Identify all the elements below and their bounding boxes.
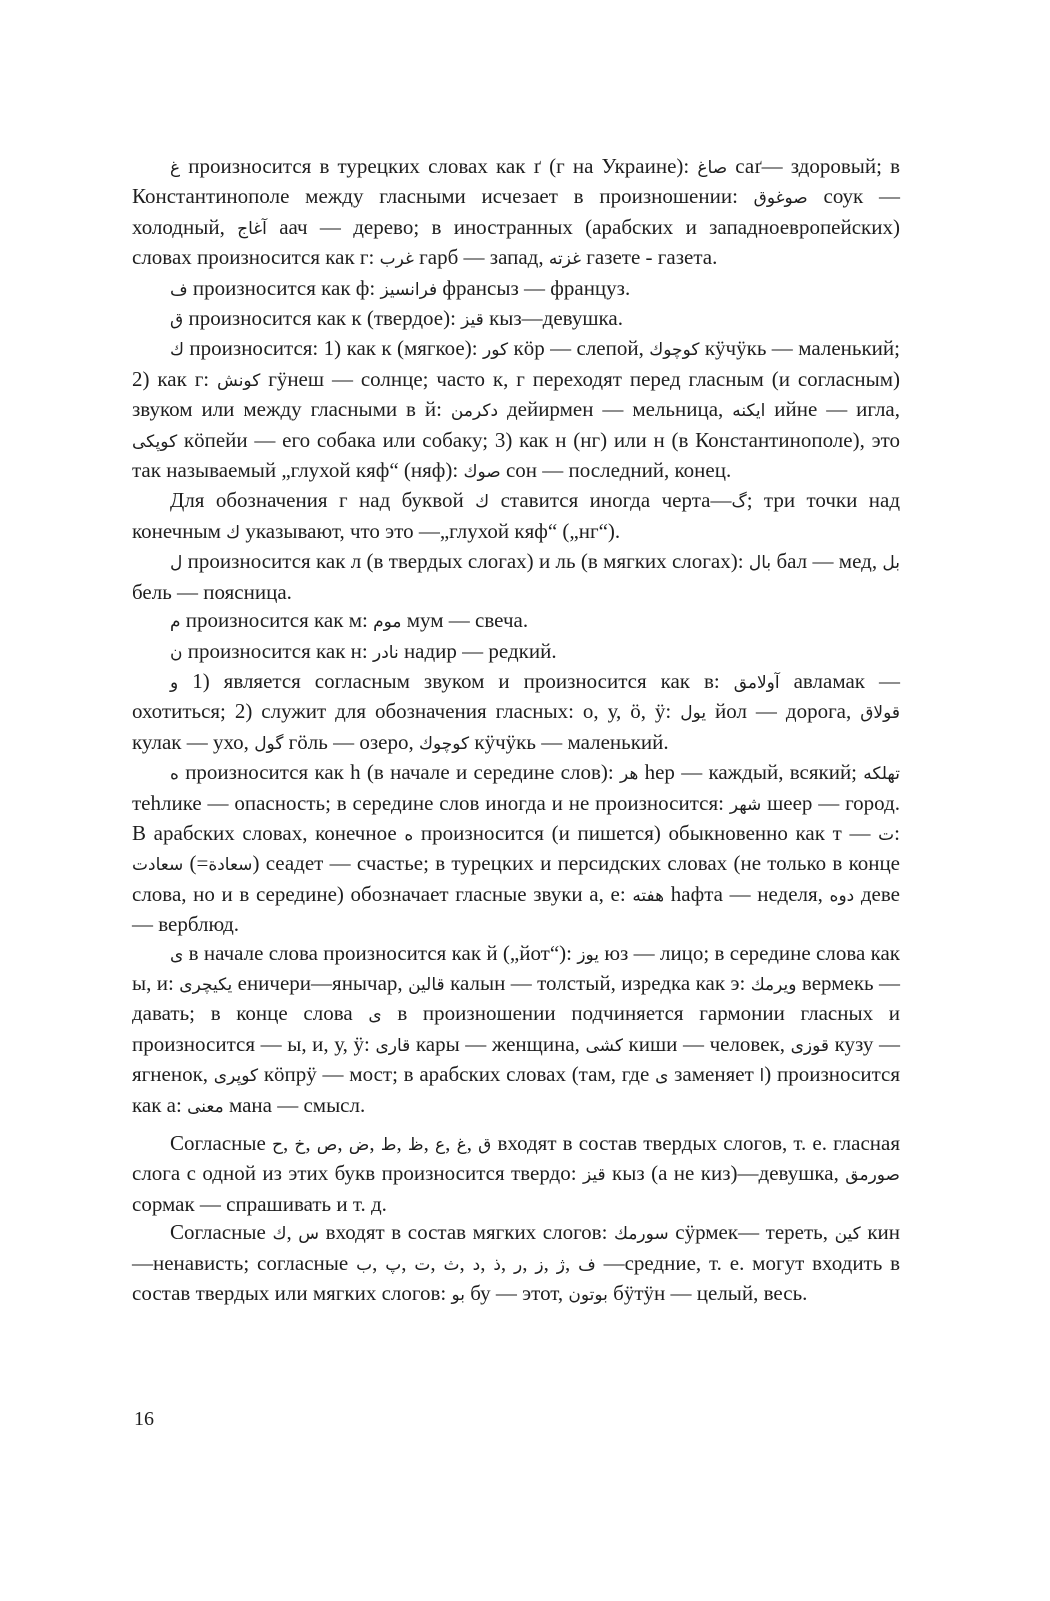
arabic-word: ق (478, 1135, 492, 1155)
paragraph: ى в начале слова произносится как й („йот“): يوز юз — лицо; в середине слова как ы, и: يكيچرى еничери—янычар, قالين калын — толстый, изредка как э: ويرمك вермекь — давать; в конце слова ى в произношении подчиняется гармонии гласных и произносится — ы, и, у, ӱ: قارى кары — женщина, كشى киши — человек, قوزى кузу — ягненок, كوپرى кӧпрӱ — мост; в арабских словах (там, где ى заменяет ا) произносится как а: معنى мана — смысл. (132, 940, 901, 1117)
paragraph: ل произносится как л (в твердых слогах) и ль (в мягких слогах): بال бал — мед, بل бель — поясница. (132, 549, 901, 604)
arabic-word: صورمق (845, 1165, 900, 1186)
arabic-word: ع (435, 1135, 446, 1155)
arabic-word: ل (170, 553, 183, 574)
arabic-word: ض (348, 1135, 370, 1155)
arabic-word: كوچوك (418, 733, 470, 754)
paragraph: ه произносится как h (в начале и середине слов): هر hер — каждый, всякий; تهلكه теhлике — опасность; в середине слов иногда и не произносится: شهر шеер — город. В арабских словах, конечное ه произносится (и пишется) обыкновенно как т — ت: سعادت (=سعادة) сеадет — счастье; в турецких и персидских словах (не только в конце слова, но и в середине) обозначает гласные звуки а, е: هفته hафта — неделя, دوه деве — верблюд. (132, 760, 901, 937)
arabic-word: قيز (461, 310, 484, 331)
arabic-word: فرانسيز (380, 279, 438, 300)
arabic-word: هفته (632, 885, 665, 906)
arabic-word: ت (878, 824, 895, 845)
arabic-word: ك (170, 340, 185, 361)
arabic-word: ه (404, 824, 414, 845)
arabic-word: ى (170, 944, 184, 965)
arabic-word: تهلكه (863, 764, 900, 785)
arabic-word: ك (272, 1224, 287, 1245)
arabic-word: م (170, 612, 181, 633)
arabic-word: سعادت (132, 855, 184, 876)
arabic-word: كشى (585, 1035, 623, 1056)
arabic-word: بال (748, 553, 772, 574)
arabic-word: دوه (829, 885, 855, 906)
arabic-word: يكيچرى (179, 974, 233, 995)
arabic-word: ط (380, 1135, 397, 1155)
arabic-word: ز (535, 1254, 544, 1275)
arabic-word: و (170, 672, 179, 693)
body-text (132, 152, 900, 1309)
arabic-word: خ (294, 1135, 306, 1155)
arabic-word: صوك (463, 462, 501, 483)
arabic-word: غزته (548, 249, 581, 270)
arabic-word: ت (414, 1254, 431, 1275)
arabic-word: ك (475, 492, 490, 513)
arabic-word: ژ (556, 1254, 565, 1275)
arabic-word: ق (170, 310, 184, 331)
arabic-word: شهر (729, 794, 762, 815)
arabic-word: هر (619, 764, 639, 785)
arabic-word: ا (759, 1066, 765, 1087)
arabic-word: آغاج (237, 218, 267, 239)
arabic-word: كوچوك (649, 340, 700, 361)
arabic-word: د (472, 1254, 481, 1275)
arabic-word: ن (170, 642, 183, 663)
arabic-word: ر (514, 1254, 523, 1275)
arabic-word: ظ (407, 1135, 424, 1155)
arabic-word: ص (316, 1135, 338, 1155)
paragraph: م произносится как м: موم мум — свеча. (170, 608, 529, 633)
paragraph: غ произносится в турецких словах как ґ (г на Украине): صاغ саґ— здоровый; в Константинополе между гласными исчезает в произношении: صوغوق соук — холодный, آغاج аач — дерево; в иностранных (арабских и западноевропейских) словах произносится как г: غرب гарб — запад, غزته газете - газета. (132, 154, 900, 270)
arabic-word: كوپكى (132, 431, 178, 452)
paragraph: ف произносится как ф: فرانسيز франсыз — француз. (170, 275, 631, 300)
arabic-word: آولامق (733, 672, 780, 693)
arabic-word: بوتون (568, 1285, 608, 1306)
arabic-word: دكرمن (450, 401, 499, 422)
arabic-word: قالين (408, 974, 445, 995)
paragraph: ن произносится как н: نادر надир — редкий. (170, 638, 557, 663)
arabic-word: ح (272, 1135, 283, 1155)
arabic-word: پ (385, 1254, 402, 1275)
arabic-word: نادر (372, 642, 399, 663)
paragraph: ق произносится как к (твердое): قيز кыз—девушка. (170, 306, 623, 331)
arabic-word: كور (483, 340, 509, 361)
arabic-word: ى (368, 1005, 382, 1026)
arabic-word: ى (655, 1066, 669, 1087)
arabic-word: كونش (217, 370, 261, 391)
paragraph: ك произносится: 1) как к (мягкое): كور кӧр — слепой, كوچوك кӱчӱкь — маленький; 2) как г: كونش гӱнеш — солнце; часто к, г переходят перед гласным (и согласным) звуком или между гласными в й: دكرمن дейирмен — мельница, ايكنه ийне — игла, كوپكى кӧпейи — его собака или собаку; 3) как н (нг) или н (в Константинополе), это так называемый „глухой кяф“ (няф): صوك сон — последний, конец. (132, 336, 901, 483)
arabic-word: قارى (375, 1035, 411, 1056)
arabic-word: سعادة (208, 855, 253, 876)
arabic-word: صاغ (697, 158, 728, 178)
arabic-word: يول (680, 703, 707, 724)
arabic-word: ث (443, 1254, 460, 1275)
paragraph: Согласные ح, خ, ص, ض, ط, ظ, ع, غ, ق входят в состав твердых слогов, т. е. гласная слога с одной из этих букв произносится твердо: قيز кыз (а не киз)—девушка, صورمق сормак — спрашивать и т. д. (132, 1131, 901, 1216)
arabic-word: ف (578, 1254, 596, 1275)
arabic-word: غ (456, 1135, 467, 1155)
arabic-word: ويرمك (750, 974, 797, 995)
arabic-word: ايكنه (732, 401, 766, 422)
arabic-word: ب (356, 1254, 373, 1275)
arabic-word: كوپرى (213, 1066, 259, 1087)
arabic-word: قولاق (860, 703, 901, 724)
arabic-word: ك (226, 522, 241, 543)
arabic-word: بو (451, 1285, 466, 1306)
arabic-word: ذ (493, 1254, 501, 1275)
arabic-word: گول (254, 733, 284, 754)
arabic-word: صوغوق (753, 188, 808, 209)
paragraph: Для обозначения г над буквой ك ставится иногда черта—گ; три точки над конечным ك указывают, что это —„глухой кяф“ („нг“). (132, 488, 901, 543)
arabic-word: معنى (187, 1096, 224, 1117)
paragraph: و 1) является согласным звуком и произносится как в: آولامق авламак — охотиться; 2) служит для обозначения гласных: о, у, ӧ, ӱ: يول йол — дорога, قولاق кулак — ухо, گول гӧль — озеро, كوچوك кӱчӱкь — маленький. (132, 668, 901, 754)
arabic-word: گ (731, 492, 747, 513)
page-number: 16 (134, 1408, 154, 1430)
paragraph: Согласные ك, س входят в состав мягких слогов: سورمك сӱрмек— тереть, كين кин—ненависть; согласные ب, پ, ت, ث, د, ذ, ر, ز, ژ, ف —средние, т. е. могут входить в состав твердых или мягких слогов: بو бу — этот, بوتون бӱтӱн — целый, весь. (132, 1220, 901, 1306)
arabic-word: ف (170, 279, 188, 300)
arabic-word: غ (170, 158, 181, 178)
arabic-word: غرب (379, 249, 414, 270)
arabic-word: يوز (577, 944, 600, 965)
arabic-word: ه (170, 764, 179, 785)
arabic-word: بل (882, 553, 901, 574)
arabic-word: موم (373, 612, 402, 633)
arabic-word: سورمك (614, 1224, 669, 1245)
arabic-word: قوزى (790, 1035, 830, 1056)
arabic-word: كين (834, 1224, 861, 1245)
arabic-word: قيز (582, 1165, 606, 1186)
arabic-word: س (298, 1224, 320, 1245)
